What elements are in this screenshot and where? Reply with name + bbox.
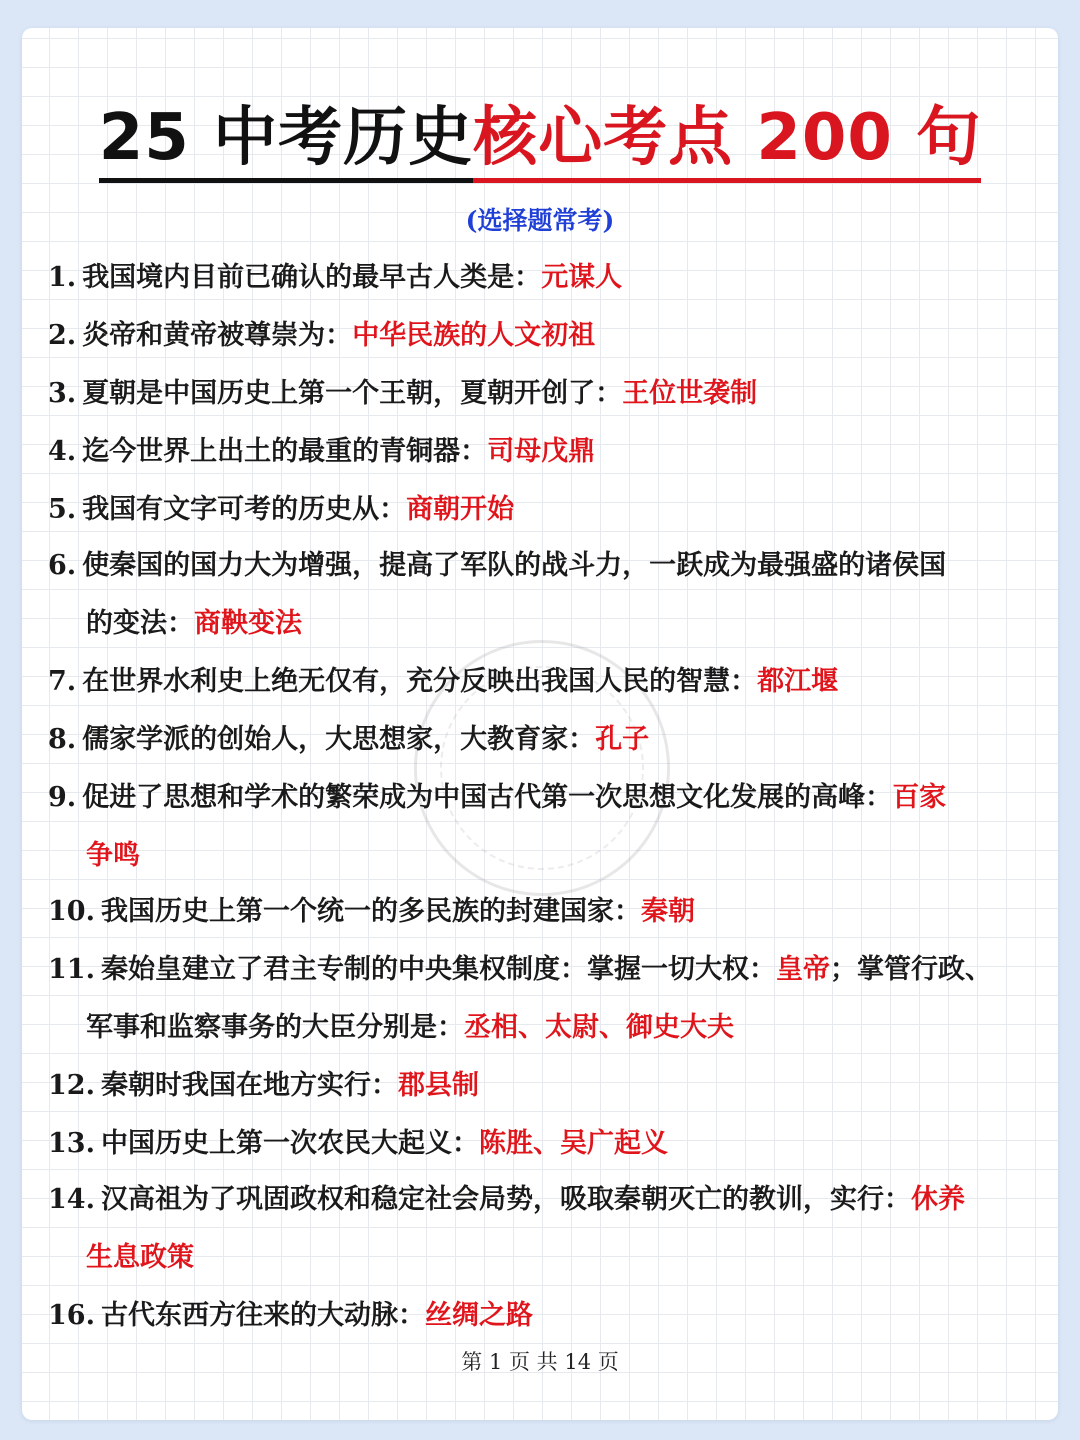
item-question: 炎帝和黄帝被尊崇为： (82, 320, 353, 351)
list-item (48, 660, 1058, 704)
item-answer: 商朝开始 (406, 494, 515, 525)
item-number: 2. (48, 320, 77, 351)
item-answer: 商鞅变法 (194, 608, 302, 639)
title-black-part: 25 中考历史 (99, 100, 473, 183)
item-question: 我国历史上第一个统一的多民族的封建国家： (100, 896, 641, 927)
item-number: 5. (48, 494, 77, 525)
item-question: 我国境内目前已确认的最早古人类是： (82, 262, 542, 293)
item-answer: 百家 (892, 782, 947, 813)
item-answer: 陈胜、吴广起义 (478, 1128, 668, 1159)
item-answer: 王位世袭制 (622, 378, 758, 409)
item-number: 12. (48, 1070, 95, 1101)
item-continuation (48, 1236, 1058, 1280)
item-question: 汉高祖为了巩固政权和稳定社会局势，吸取秦朝灭亡的教训，实行： (100, 1184, 911, 1215)
page-title (22, 100, 1058, 183)
item-answer-cont: 争鸣 (86, 840, 140, 871)
item-question-cont: 军事和监察事务的大臣分别是： (86, 1012, 464, 1043)
list-item (48, 890, 1058, 934)
page-footer: 第 1 页 共 14 页 (461, 1350, 619, 1374)
item-continuation (48, 602, 1058, 646)
list-item (48, 948, 1058, 1050)
item-number: 14. (48, 1184, 95, 1215)
item-answer: 元谋人 (541, 262, 623, 293)
list-item (48, 488, 1058, 532)
list-item (48, 1294, 1058, 1338)
item-answer: 皇帝 (775, 954, 830, 985)
item-answer: 郡县制 (397, 1070, 479, 1101)
list-item (48, 1122, 1058, 1166)
item-question-more: ；掌管行政、 (829, 954, 992, 985)
item-continuation (48, 1006, 1058, 1050)
item-question: 中国历史上第一次农民大起义： (100, 1128, 479, 1159)
list-item (48, 256, 1058, 300)
item-number: 1. (48, 262, 77, 293)
item-number: 9. (48, 782, 77, 813)
title-red-part: 核心考点 200 句 (473, 100, 981, 183)
list-item (48, 776, 1058, 878)
item-answer: 中华民族的人文初祖 (352, 320, 596, 351)
item-question: 我国有文字可考的历史从： (82, 494, 407, 525)
item-answer-cont: 丞相、太尉、御史大夫 (464, 1012, 734, 1043)
list-item (48, 430, 1058, 474)
list-item (48, 372, 1058, 416)
item-question: 秦始皇建立了君主专制的中央集权制度：掌握一切大权： (100, 954, 776, 985)
item-number: 8. (48, 724, 77, 755)
item-question: 古代东西方往来的大动脉： (100, 1300, 425, 1331)
item-question: 儒家学派的创始人，大思想家，大教育家： (82, 724, 596, 755)
item-answer: 秦朝 (640, 896, 695, 927)
item-number: 10. (48, 896, 95, 927)
item-question-cont: 的变法： (86, 608, 194, 639)
item-number: 11. (48, 954, 95, 985)
item-question: 在世界水利史上绝无仅有，充分反映出我国人民的智慧： (82, 666, 758, 697)
item-answer: 休养 (910, 1184, 965, 1215)
page-subtitle: (选择题常考) (465, 206, 615, 235)
list-item (48, 1064, 1058, 1108)
item-answer: 孔子 (595, 724, 650, 755)
item-number: 6. (48, 550, 77, 581)
item-question: 促进了思想和学术的繁荣成为中国古代第一次思想文化发展的高峰： (82, 782, 893, 813)
item-answer: 丝绸之路 (424, 1300, 533, 1331)
item-number: 13. (48, 1128, 95, 1159)
list-item (48, 314, 1058, 358)
list-item (48, 718, 1058, 762)
item-number: 4. (48, 436, 77, 467)
item-number: 16. (48, 1300, 95, 1331)
list-item (48, 544, 1058, 646)
item-question: 秦朝时我国在地方实行： (100, 1070, 398, 1101)
item-question: 迄今世界上出土的最重的青铜器： (82, 436, 488, 467)
item-continuation (48, 834, 1058, 878)
item-answer-cont: 生息政策 (86, 1242, 194, 1273)
item-number: 7. (48, 666, 77, 697)
list-item (48, 1178, 1058, 1280)
item-question: 夏朝是中国历史上第一个王朝，夏朝开创了： (82, 378, 623, 409)
document-page (22, 28, 1058, 1420)
item-answer: 司母戊鼎 (487, 436, 596, 467)
item-question: 使秦国的国力大为增强，提高了军队的战斗力，一跃成为最强盛的诸侯国 (82, 550, 947, 581)
item-number: 3. (48, 378, 77, 409)
item-answer: 都江堰 (757, 666, 839, 697)
